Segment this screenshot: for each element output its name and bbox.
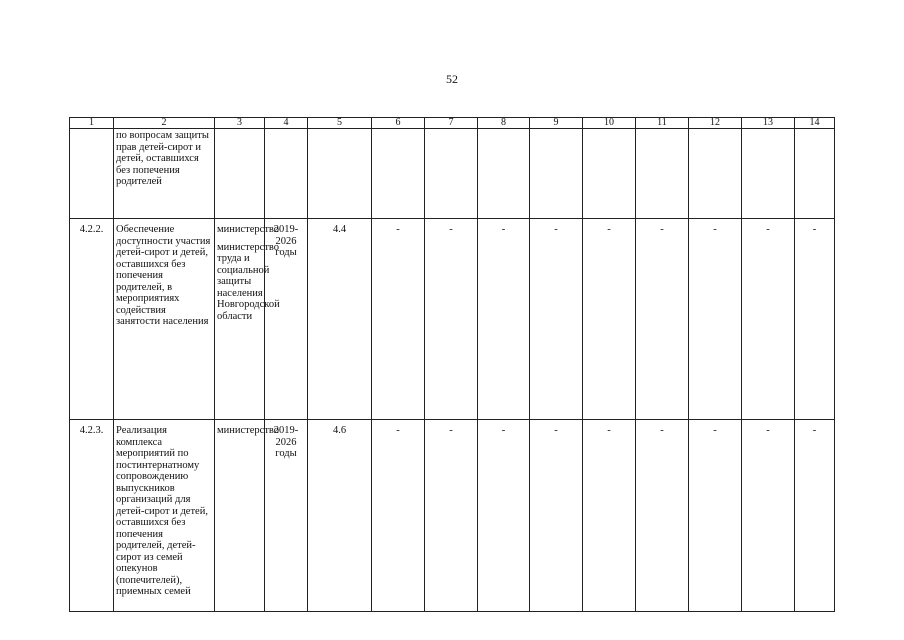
row-value: - [795,219,835,420]
header-cell: 7 [425,118,478,129]
row-value: - [742,219,795,420]
row-code: 4.2.3. [70,420,114,612]
row-value: - [478,420,530,612]
activities-table [69,117,835,612]
header-cell: 5 [308,118,372,129]
header-cell: 9 [530,118,583,129]
row-value [478,129,530,219]
row-value: - [372,420,425,612]
page-number: 52 [446,72,458,86]
row-period: 2019-2026 годы [265,420,308,612]
row-value: - [425,420,478,612]
row-value: - [636,219,689,420]
row-value: - [636,420,689,612]
row-value: - [742,420,795,612]
table-row [70,219,835,420]
row-value: - [530,420,583,612]
header-cell: 11 [636,118,689,129]
row-code: 4.2.2. [70,219,114,420]
row-title: Обеспечение доступности участия детей-сирот и детей, оставшихся без попечения родителей, в мероприятиях содействия занятости населения [114,219,215,420]
header-row [70,118,835,129]
row-value [689,129,742,219]
row-value: - [425,219,478,420]
table-row [70,129,835,219]
row-value [636,129,689,219]
row-indicator: 4.6 [308,420,372,612]
row-period [265,129,308,219]
row-executor [215,129,265,219]
header-cell: 8 [478,118,530,129]
row-executor-secondary: министерство труда и социальной защиты населения Новгородской области [217,241,280,322]
row-executor: министерство [217,224,280,235]
header-cell: 6 [372,118,425,129]
row-value [583,129,636,219]
row-indicator [308,129,372,219]
row-period: 2019-2026 годы [265,219,308,420]
row-value: - [689,420,742,612]
table-row [70,420,835,612]
row-value: - [795,420,835,612]
row-title: по вопросам защиты прав детей-сирот и детей, оставшихся без попечения родителей [114,129,215,219]
row-value: - [583,219,636,420]
header-cell: 14 [795,118,835,129]
header-cell: 13 [742,118,795,129]
row-value: - [689,219,742,420]
row-value [795,129,835,219]
row-code [70,129,114,219]
header-cell: 10 [583,118,636,129]
row-value: - [583,420,636,612]
row-indicator: 4.4 [308,219,372,420]
row-value [425,129,478,219]
row-executor: министерство [217,425,280,436]
row-value: - [530,219,583,420]
row-executor-cell [215,219,280,420]
row-executor-cell [215,420,280,612]
row-value [530,129,583,219]
row-value: - [372,219,425,420]
row-value [742,129,795,219]
header-cell: 12 [689,118,742,129]
header-cell: 1 [70,118,114,129]
header-cell: 3 [215,118,265,129]
header-cell: 4 [265,118,308,129]
header-cell: 2 [114,118,215,129]
row-value [372,129,425,219]
row-title: Реализация комплекса мероприятий по постинтернатному сопровождению выпускников организаций для детей-сирот и детей, оставшихся без попечения родителей, детей-сирот из семей опекунов (попечителей), приемных семей [114,420,215,612]
row-value: - [478,219,530,420]
